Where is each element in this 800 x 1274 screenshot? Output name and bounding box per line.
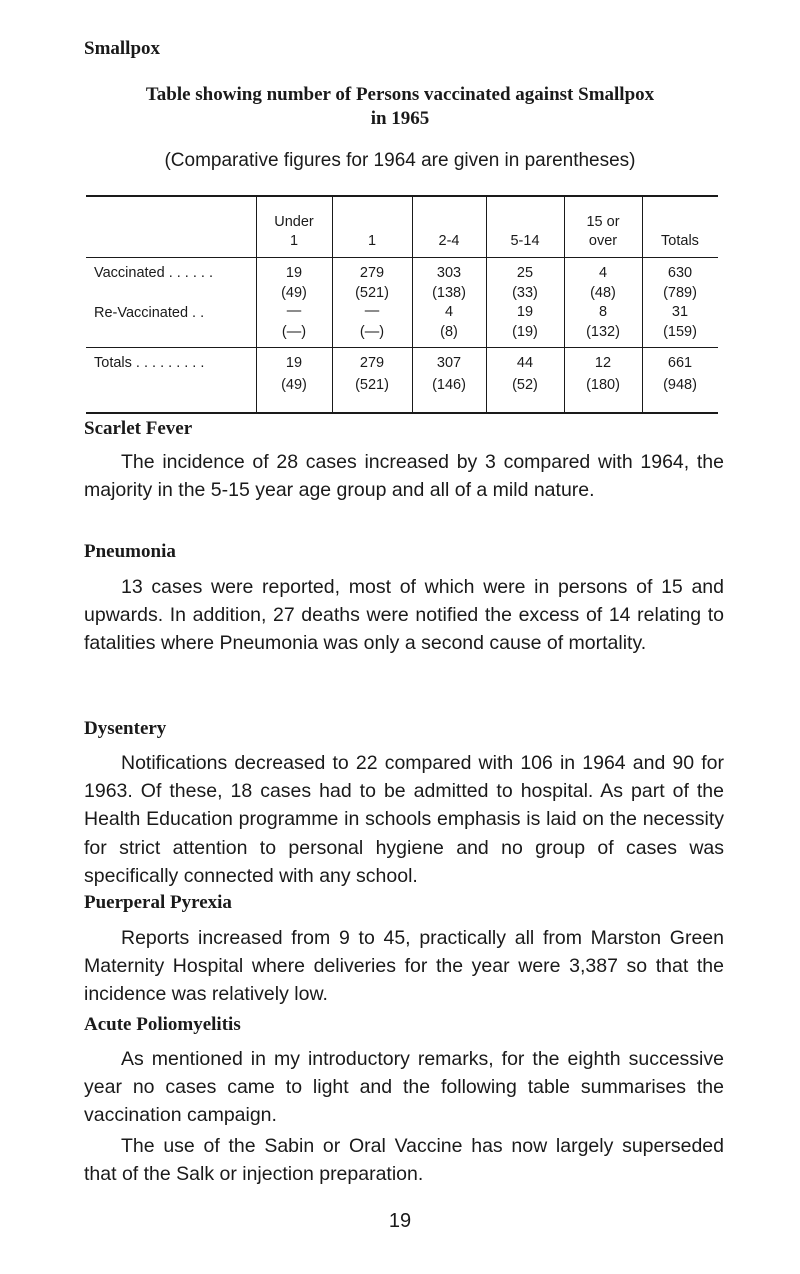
table-cell-prev: (49) [281, 285, 307, 301]
table-cell-prev: (948) [663, 377, 697, 393]
table-cell-prev: (48) [590, 285, 616, 301]
table-cell-prev: (33) [512, 285, 538, 301]
table-cell: 31 [671, 304, 689, 320]
table-cell: 307 [436, 355, 462, 371]
column-header: 5-14 [510, 233, 540, 249]
page-title: Smallpox [84, 38, 161, 59]
table-cell: 279 [359, 265, 385, 281]
column-header-top: Under [274, 214, 314, 230]
row-label-revaccinated: Re-Vaccinated . . [94, 305, 205, 321]
table-cell: 25 [516, 265, 534, 281]
paragraph: Reports increased from 9 to 45, practically all from Marston Green Maternity Hospital where deliveries for the year were 3,387 so that the incidence was relatively low. [84, 927, 724, 1006]
section-heading-puerperal-pyrexia: Puerperal Pyrexia [84, 892, 232, 913]
table-cell: — [364, 303, 380, 319]
table-cell-prev: (521) [355, 377, 389, 393]
table-cell: 8 [598, 304, 608, 320]
table-cell-prev: (49) [281, 377, 307, 393]
table-cell: 630 [667, 265, 693, 281]
table-cell-prev: (146) [432, 377, 466, 393]
table-cell-prev: (132) [586, 324, 620, 340]
table-caption-line1: Table showing number of Persons vaccinated against Smallpox [145, 84, 655, 105]
page-number: 19 [388, 1210, 412, 1232]
table-cell-prev: (138) [432, 285, 466, 301]
row-label-totals: Totals . . . . . . . . . [94, 355, 205, 371]
column-header: Totals [661, 233, 699, 249]
paragraph: 13 cases were reported, most of which were in persons of 15 and upwards. In addition, 27 deaths were notified the excess of 14 relating to fatalities where Pneumonia was only a second cause of mortality. [84, 576, 724, 655]
section-heading-pneumonia: Pneumonia [84, 541, 176, 562]
table-cell-prev: (—) [359, 324, 385, 340]
table-cell-prev: (180) [586, 377, 620, 393]
table-cell: 303 [436, 265, 462, 281]
column-header-top: 15 or [586, 214, 620, 230]
section-heading-acute-poliomyelitis: Acute Poliomyelitis [84, 1014, 241, 1035]
table-caption-line2: in 1965 [370, 108, 430, 129]
table-cell-prev: (159) [663, 324, 697, 340]
table-cell: 12 [594, 355, 612, 371]
paragraph: The use of the Sabin or Oral Vaccine has now largely superseded that of the Salk or injection preparation. [84, 1135, 724, 1186]
vaccination-table [86, 195, 718, 414]
table-cell: 279 [359, 355, 385, 371]
column-header: 2-4 [438, 233, 460, 249]
table-cell: 19 [516, 304, 534, 320]
table-cell: 4 [444, 304, 454, 320]
section-heading-dysentery: Dysentery [84, 718, 167, 739]
table-cell-prev: (19) [512, 324, 538, 340]
table-cell: 661 [667, 355, 693, 371]
paragraph: As mentioned in my introductory remarks, for the eighth successive year no cases came to light and the following table summarises the vaccination campaign. [84, 1048, 724, 1127]
column-header: 1 [367, 233, 377, 249]
column-header: 1 [289, 233, 299, 249]
section-heading-scarlet-fever: Scarlet Fever [84, 418, 193, 439]
table-cell-prev: (8) [440, 324, 458, 340]
paragraph: Notifications decreased to 22 compared with 106 in 1964 and 90 for 1963. Of these, 18 cases had to be admitted to hospital. As part of the Health Education programme in schools emphasis is laid on the necessity for strict attention to personal hygiene and no group of cases was specifically connected with any school. [84, 752, 724, 887]
table-cell-prev: (521) [355, 285, 389, 301]
table-cell: 4 [598, 265, 608, 281]
paragraph: The incidence of 28 cases increased by 3 compared with 1964, the majority in the 5-15 year age group and all of a mild nature. [84, 451, 724, 502]
table-cell-prev: (789) [663, 285, 697, 301]
row-divider [86, 257, 718, 258]
table-cell: — [286, 303, 302, 319]
column-header: over [588, 233, 618, 249]
table-cell-prev: (—) [281, 324, 307, 340]
table-cell-prev: (52) [512, 377, 538, 393]
row-label-vaccinated: Vaccinated . . . . . . [94, 265, 214, 281]
table-cell: 19 [285, 355, 303, 371]
row-divider [86, 347, 718, 348]
table-cell: 44 [516, 355, 534, 371]
table-cell: 19 [285, 265, 303, 281]
table-note: (Comparative figures for 1964 are given in parentheses) [164, 150, 636, 171]
